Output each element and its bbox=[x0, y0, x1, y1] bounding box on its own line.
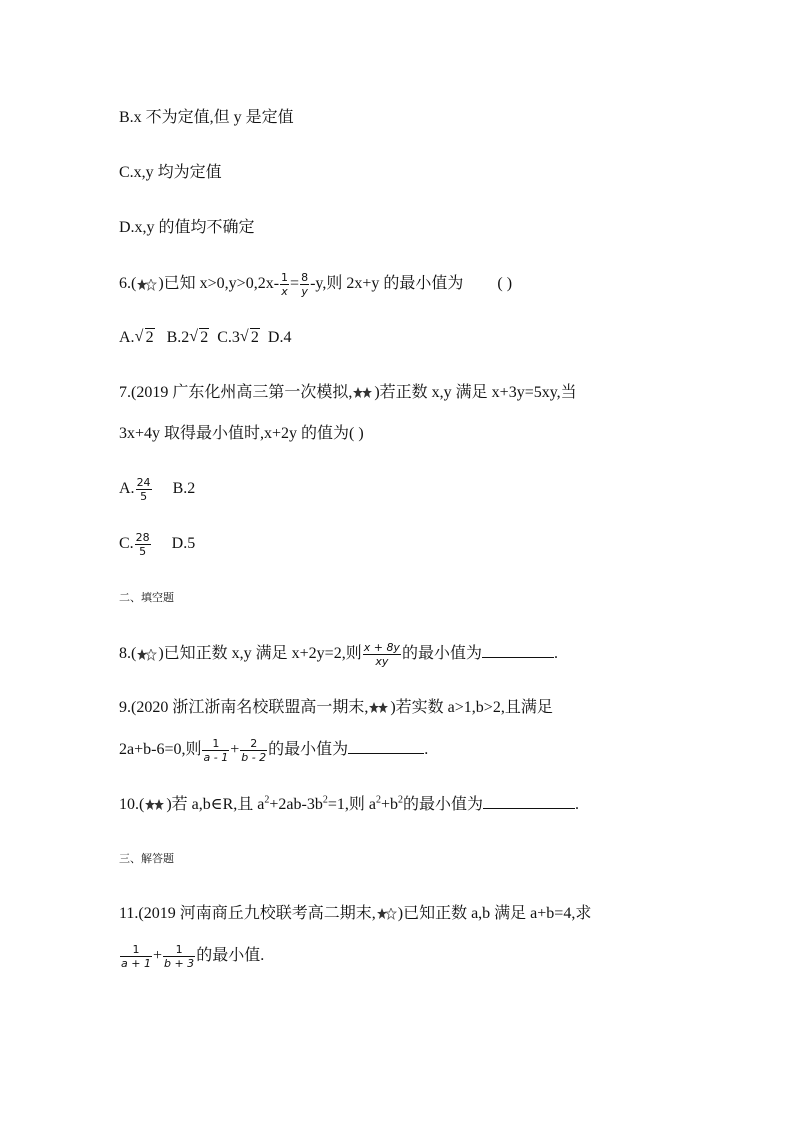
question-7-line-2: 3x+4y 取得最小值时,x+2y 的值为( ) bbox=[119, 425, 364, 442]
difficulty-stars-icon bbox=[145, 799, 165, 811]
difficulty-stars-icon bbox=[137, 279, 157, 291]
fraction-x-plus-8y-over-xy: $\frac{x + 8y}{xy}$ bbox=[363, 641, 400, 668]
answer-paren: ( ) bbox=[497, 275, 513, 293]
fraction-8-over-y: $\frac{8}{y}$ bbox=[301, 271, 309, 298]
option-5c: C.x,y 均为定值 bbox=[119, 164, 222, 181]
question-11-line-1: 11.(2019 河南商丘九校联考高二期末, )已知正数 a,b 满足 a+b=4,求 bbox=[119, 905, 592, 922]
answer-blank[interactable] bbox=[483, 792, 575, 809]
fraction-2-over-b-minus-2: $\frac{2}{b - 2}$ bbox=[241, 737, 267, 764]
fraction-1-over-x: $\frac{1}{x}$ bbox=[281, 271, 289, 298]
answer-blank[interactable] bbox=[348, 737, 424, 754]
fraction-1-over-b-plus-3: $\frac{1}{b + 3}$ bbox=[163, 943, 195, 970]
question-9-line-1: 9.(2020 浙江浙南名校联盟高一期末, )若实数 a>1,b>2,且满足 bbox=[119, 699, 553, 716]
difficulty-stars-icon bbox=[137, 649, 157, 661]
fraction-24-over-5: $\frac{24}{5}$ bbox=[136, 476, 151, 503]
difficulty-stars-icon bbox=[377, 908, 397, 920]
options-7-ab: A. $\frac{24}{5}$ B.2 bbox=[119, 476, 196, 503]
question-10: 10.( )若 a,b∈R,且 $a^2+2ab-3b^2=1$,则 $a^2+b^2$的最小值为 . bbox=[119, 792, 579, 817]
answer-blank[interactable] bbox=[482, 641, 554, 658]
options-6: A. √ 2 B.2 √ 2 C.3 √ 2 D.4 bbox=[119, 326, 291, 350]
sqrt-2: √ 2 bbox=[239, 328, 259, 346]
fraction-28-over-5: $\frac{28}{5}$ bbox=[135, 531, 150, 558]
difficulty-stars-icon bbox=[369, 702, 389, 714]
section-heading-fill-in: 二、填空题 bbox=[119, 591, 174, 604]
sqrt-2: √ 2 bbox=[189, 328, 209, 346]
question-6: 6.( )已知 x>0,y>0,2x- $\frac{1}{x}$ = $\frac{8}{y}$ -y,则 2x+y 的最小值为 ( ) bbox=[119, 271, 513, 298]
difficulty-stars-icon bbox=[353, 387, 373, 399]
option-5d: D.x,y 的值均不确定 bbox=[119, 219, 255, 236]
question-8: 8.( )已知正数 x,y 满足 x+2y=2,则 $\frac{x + 8y}{xy}$ 的最小值为 . bbox=[119, 641, 558, 668]
fraction-1-over-a-plus-1: $\frac{1}{a + 1}$ bbox=[121, 943, 151, 970]
sqrt-2: √ 2 bbox=[134, 328, 154, 346]
fraction-1-over-a-minus-1: $\frac{1}{a - 1}$ bbox=[203, 737, 229, 764]
question-9-line-2: 2a+b-6=0,则 $\frac{1}{a - 1}$ + $\frac{2}{b - 2}$ 的最小值为 . bbox=[119, 737, 429, 764]
question-7-line-1: 7.(2019 广东化州高三第一次模拟, )若正数 x,y 满足 x+3y=5xy,当 bbox=[119, 384, 577, 401]
options-7-cd: C. $\frac{28}{5}$ D.5 bbox=[119, 531, 196, 558]
section-heading-solutions: 三、解答题 bbox=[119, 852, 174, 865]
question-11-line-2: $\frac{1}{a + 1}$ + $\frac{1}{b + 3}$ 的最小值. bbox=[121, 943, 265, 970]
option-5b: B.x 不为定值,但 y 是定值 bbox=[119, 109, 294, 126]
